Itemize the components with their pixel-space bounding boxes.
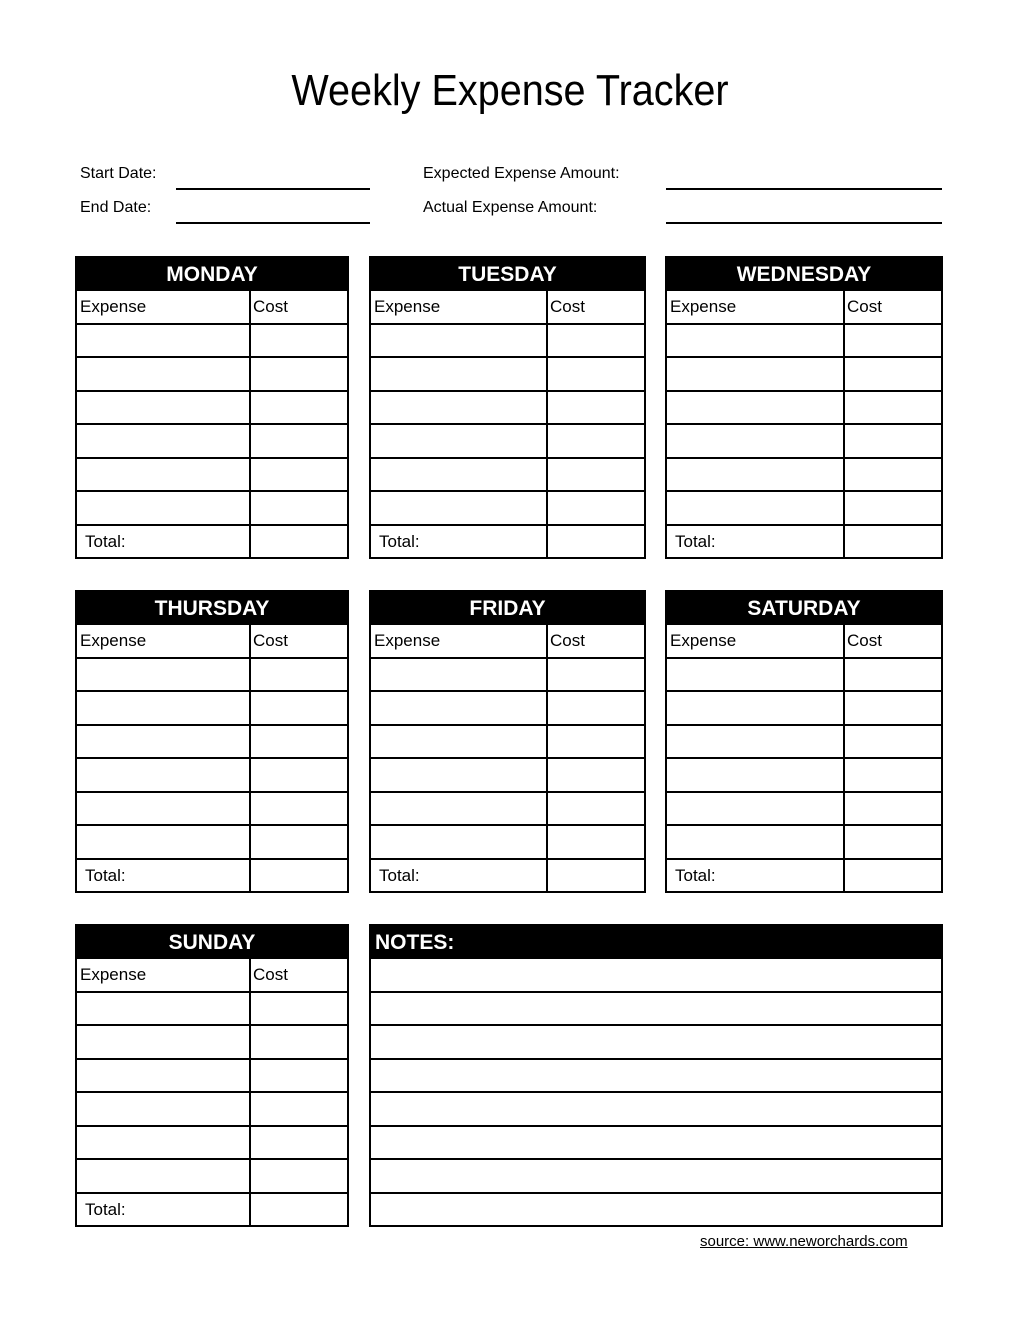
cost-cell[interactable]: [251, 692, 347, 724]
cost-cell[interactable]: [548, 726, 644, 758]
expense-column-header: Expense: [80, 965, 147, 984]
friday-header: FRIDAY: [371, 592, 644, 625]
cost-column-header: Cost: [253, 631, 288, 650]
total-cost-cell[interactable]: [251, 526, 347, 558]
expected-amount-field[interactable]: [666, 188, 942, 190]
expense-cell[interactable]: [667, 692, 843, 724]
wednesday-table: [665, 256, 943, 559]
page-title: Weekly Expense Tracker: [291, 66, 729, 115]
cost-column-header: Cost: [550, 631, 585, 650]
cost-cell[interactable]: [845, 692, 941, 724]
expense-cell[interactable]: [77, 459, 249, 491]
cost-cell[interactable]: [251, 425, 347, 457]
expense-cell[interactable]: [371, 392, 546, 424]
expense-cell[interactable]: [667, 392, 843, 424]
thursday-table: [75, 590, 349, 893]
expense-cell[interactable]: [77, 659, 249, 691]
cost-cell[interactable]: [548, 793, 644, 825]
cost-column-header: Cost: [550, 297, 585, 316]
cost-cell[interactable]: [251, 993, 347, 1025]
total-label: Total:: [675, 865, 716, 885]
expense-cell[interactable]: [371, 692, 546, 724]
cost-cell[interactable]: [548, 459, 644, 491]
expense-cell[interactable]: [77, 826, 249, 858]
expense-column-header: Expense: [80, 631, 147, 650]
expense-cell[interactable]: [667, 793, 843, 825]
cost-cell[interactable]: [845, 726, 941, 758]
cost-cell[interactable]: [548, 492, 644, 524]
cost-cell[interactable]: [548, 425, 644, 457]
expense-cell[interactable]: [77, 1160, 249, 1192]
wednesday-header: WEDNESDAY: [667, 258, 941, 291]
cost-cell[interactable]: [548, 659, 644, 691]
monday-header: MONDAY: [77, 258, 347, 291]
expense-cell[interactable]: [77, 492, 249, 524]
end-date-field[interactable]: [176, 222, 370, 224]
cost-cell[interactable]: [845, 492, 941, 524]
end-date-label: End Date:: [80, 199, 152, 216]
cost-cell[interactable]: [845, 392, 941, 424]
notes-box[interactable]: [369, 924, 943, 1227]
expense-cell[interactable]: [371, 759, 546, 791]
cost-cell[interactable]: [251, 1093, 347, 1125]
cost-cell[interactable]: [845, 659, 941, 691]
cost-cell[interactable]: [251, 1127, 347, 1159]
total-label: Total:: [85, 865, 126, 885]
cost-cell[interactable]: [845, 459, 941, 491]
cost-cell[interactable]: [845, 325, 941, 357]
expense-cell[interactable]: [77, 793, 249, 825]
expense-cell[interactable]: [77, 392, 249, 424]
expense-column-header: Expense: [670, 631, 737, 650]
expense-column-header: Expense: [670, 297, 737, 316]
cost-cell[interactable]: [845, 793, 941, 825]
expense-cell[interactable]: [371, 826, 546, 858]
expense-cell[interactable]: [667, 492, 843, 524]
expense-cell[interactable]: [77, 692, 249, 724]
friday-table: [369, 590, 646, 893]
expense-cell[interactable]: [667, 659, 843, 691]
cost-cell[interactable]: [845, 425, 941, 457]
cost-cell[interactable]: [251, 1060, 347, 1092]
cost-cell[interactable]: [251, 793, 347, 825]
cost-cell[interactable]: [251, 358, 347, 390]
cost-cell[interactable]: [251, 392, 347, 424]
total-cost-cell[interactable]: [548, 860, 644, 892]
expense-cell[interactable]: [371, 726, 546, 758]
monday-table: [75, 256, 349, 559]
cost-cell[interactable]: [251, 726, 347, 758]
expense-cell[interactable]: [371, 325, 546, 357]
cost-column-header: Cost: [253, 965, 288, 984]
expense-cell[interactable]: [371, 793, 546, 825]
total-cost-cell[interactable]: [251, 860, 347, 892]
expense-cell[interactable]: [667, 759, 843, 791]
expense-cell[interactable]: [667, 826, 843, 858]
cost-cell[interactable]: [251, 659, 347, 691]
cost-cell[interactable]: [548, 325, 644, 357]
expense-cell[interactable]: [77, 1060, 249, 1092]
expense-cell[interactable]: [77, 726, 249, 758]
expense-cell[interactable]: [77, 1026, 249, 1058]
expense-cell[interactable]: [77, 425, 249, 457]
actual-amount-field[interactable]: [666, 222, 942, 224]
expense-cell[interactable]: [77, 325, 249, 357]
sunday-table: [75, 924, 349, 1227]
expense-cell[interactable]: [667, 459, 843, 491]
expense-cell[interactable]: [371, 659, 546, 691]
tuesday-header: TUESDAY: [371, 258, 644, 291]
total-label: Total:: [85, 1199, 126, 1219]
expense-cell[interactable]: [371, 459, 546, 491]
notes-line: [371, 1058, 941, 1060]
notes-line: [371, 1158, 941, 1160]
total-cost-cell[interactable]: [251, 1194, 347, 1226]
expense-cell[interactable]: [667, 325, 843, 357]
total-cost-cell[interactable]: [845, 860, 941, 892]
expense-cell[interactable]: [667, 358, 843, 390]
sunday-header: SUNDAY: [77, 926, 347, 959]
expense-cell[interactable]: [667, 726, 843, 758]
expense-cell[interactable]: [77, 993, 249, 1025]
total-label: Total:: [379, 865, 420, 885]
expense-cell[interactable]: [77, 358, 249, 390]
cost-cell[interactable]: [251, 1160, 347, 1192]
notes-line: [371, 1192, 941, 1194]
expense-column-header: Expense: [80, 297, 147, 316]
cost-cell[interactable]: [251, 759, 347, 791]
cost-cell[interactable]: [548, 358, 644, 390]
cost-cell[interactable]: [845, 826, 941, 858]
cost-cell[interactable]: [548, 692, 644, 724]
start-date-label: Start Date:: [80, 165, 157, 182]
expense-cell[interactable]: [371, 358, 546, 390]
expense-column-header: Expense: [374, 297, 441, 316]
expense-column-header: Expense: [374, 631, 441, 650]
expense-cell[interactable]: [77, 1127, 249, 1159]
cost-cell[interactable]: [251, 1026, 347, 1058]
source-link[interactable]: source: www.neworchards.com: [700, 1233, 908, 1250]
expense-cell[interactable]: [371, 492, 546, 524]
cost-cell[interactable]: [548, 759, 644, 791]
cost-cell[interactable]: [251, 459, 347, 491]
total-label: Total:: [379, 531, 420, 551]
expense-cell[interactable]: [371, 425, 546, 457]
cost-cell[interactable]: [251, 325, 347, 357]
cost-cell[interactable]: [251, 492, 347, 524]
actual-amount-label: Actual Expense Amount:: [423, 199, 598, 216]
total-cost-cell[interactable]: [548, 526, 644, 558]
saturday-header: SATURDAY: [667, 592, 941, 625]
cost-column-header: Cost: [847, 297, 882, 316]
cost-cell[interactable]: [548, 392, 644, 424]
expected-amount-label: Expected Expense Amount:: [423, 165, 620, 182]
notes-line: [371, 1091, 941, 1093]
expense-cell[interactable]: [77, 1093, 249, 1125]
saturday-table: [665, 590, 943, 893]
total-cost-cell[interactable]: [845, 526, 941, 558]
notes-title: NOTES:: [371, 926, 941, 959]
expense-cell[interactable]: [667, 425, 843, 457]
cost-column-header: Cost: [253, 297, 288, 316]
cost-column-header: Cost: [847, 631, 882, 650]
cost-cell[interactable]: [548, 826, 644, 858]
tuesday-table: [369, 256, 646, 559]
notes-line: [371, 1125, 941, 1127]
total-label: Total:: [85, 531, 126, 551]
cost-cell[interactable]: [845, 358, 941, 390]
notes-line: [371, 991, 941, 993]
thursday-header: THURSDAY: [77, 592, 347, 625]
expense-cell[interactable]: [77, 759, 249, 791]
total-label: Total:: [675, 531, 716, 551]
cost-cell[interactable]: [251, 826, 347, 858]
start-date-field[interactable]: [176, 188, 370, 190]
cost-cell[interactable]: [845, 759, 941, 791]
notes-line: [371, 1024, 941, 1026]
